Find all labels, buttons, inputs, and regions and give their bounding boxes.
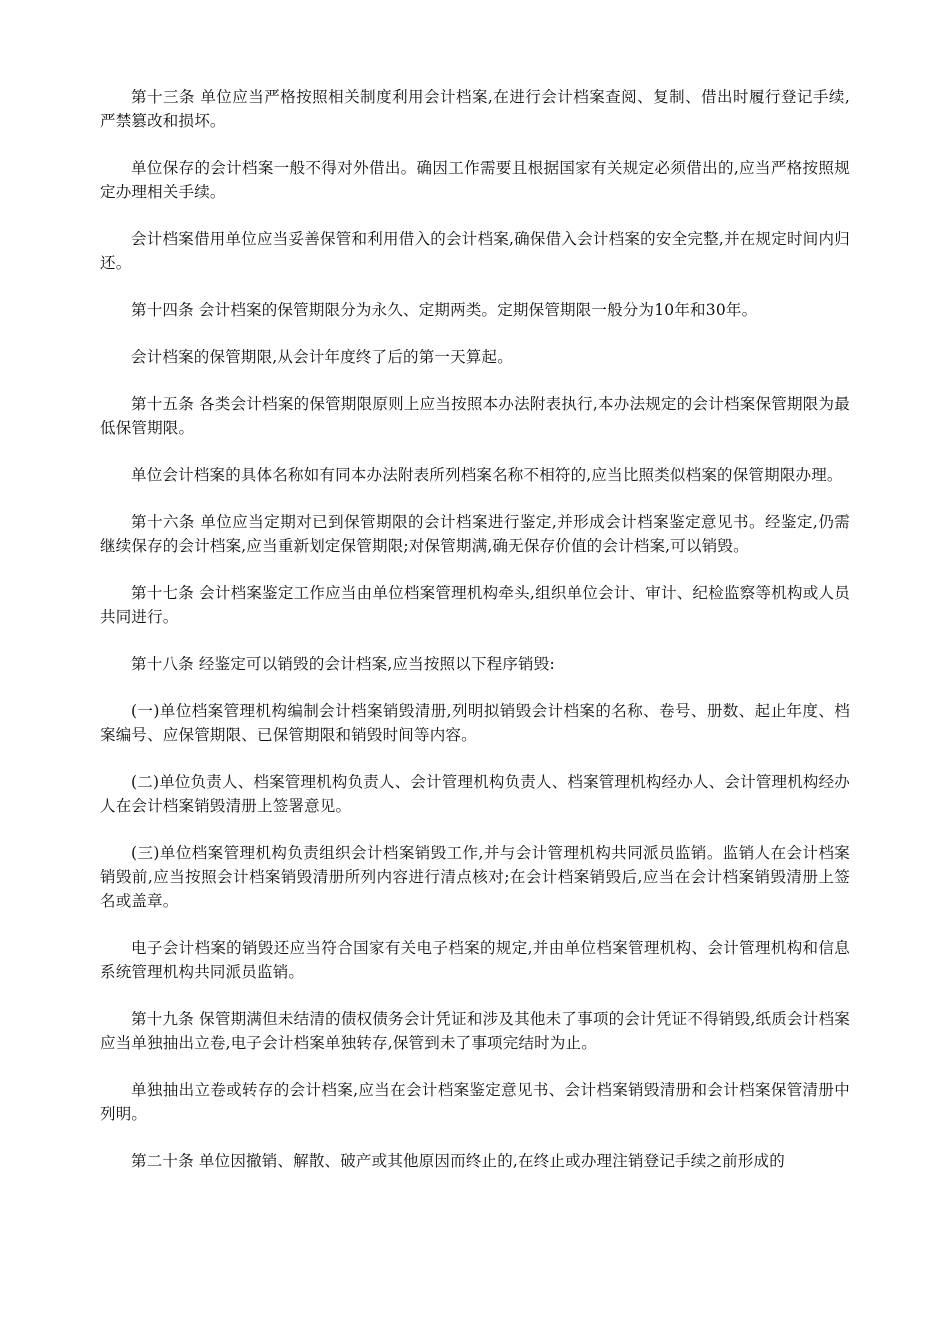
document-page	[100, 85, 850, 1196]
article-20-paragraph: 第二十条 单位因撤销、解散、破产或其他原因而终止的,在终止或办理注销登记手续之前形成的	[131, 1152, 785, 1170]
procedure-item-2: (二)单位负责人、档案管理机构负责人、会计管理机构负责人、档案管理机构经办人、会计管理机构经办人在会计档案销毁清册上签署意见。	[100, 773, 850, 815]
name-mismatch-paragraph: 单位会计档案的具体名称如有同本办法附表所列档案名称不相符的,应当比照类似档案的保管期限办理。	[131, 466, 843, 484]
article-19-paragraph: 第十九条 保管期满但未结清的债权债务会计凭证和涉及其他未了事项的会计凭证不得销毁,纸质会计档案应当单独抽出立卷,电子会计档案单独转存,保管到未了事项完结时为止。	[100, 1010, 850, 1052]
borrower-duty-paragraph: 会计档案借用单位应当妥善保管和利用借入的会计档案,确保借入会计档案的安全完整,并在规定时间内归还。	[100, 230, 850, 272]
electronic-destruction-paragraph: 电子会计档案的销毁还应当符合国家有关电子档案的规定,并由单位档案管理机构、会计管理机构和信息系统管理机构共同派员监销。	[100, 939, 850, 981]
lending-restriction-paragraph: 单位保存的会计档案一般不得对外借出。确因工作需要且根据国家有关规定必须借出的,应当严格按照规定办理相关手续。	[100, 159, 850, 201]
procedure-item-3: (三)单位档案管理机构负责组织会计档案销毁工作,并与会计管理机构共同派员监销。监销人在会计档案销毁前,应当按照会计档案销毁清册所列内容进行清点核对;在会计档案销毁后,应当在会计档案销毁清册上签名或盖章。	[100, 844, 850, 910]
article-16-paragraph: 第十六条 单位应当定期对已到保管期限的会计档案进行鉴定,并形成会计档案鉴定意见书。经鉴定,仍需继续保存的会计档案,应当重新划定保管期限;对保管期满,确无保存价值的会计档案,可以销毁。	[100, 513, 850, 555]
article-14-paragraph: 第十四条 会计档案的保管期限分为永久、定期两类。定期保管期限一般分为10年和30年。	[131, 301, 758, 319]
retention-start-paragraph: 会计档案的保管期限,从会计年度终了后的第一天算起。	[131, 348, 513, 366]
article-13-paragraph: 第十三条 单位应当严格按照相关制度利用会计档案,在进行会计档案查阅、复制、借出时履行登记手续,严禁篡改和损坏。	[100, 88, 850, 130]
article-17-paragraph: 第十七条 会计档案鉴定工作应当由单位档案管理机构牵头,组织单位会计、审计、纪检监察等机构或人员共同进行。	[100, 584, 850, 626]
article-18-paragraph: 第十八条 经鉴定可以销毁的会计档案,应当按照以下程序销毁:	[131, 655, 555, 673]
separate-filing-paragraph: 单独抽出立卷或转存的会计档案,应当在会计档案鉴定意见书、会计档案销毁清册和会计档案保管清册中列明。	[100, 1081, 850, 1123]
article-15-paragraph: 第十五条 各类会计档案的保管期限原则上应当按照本办法附表执行,本办法规定的会计档案保管期限为最低保管期限。	[100, 395, 850, 437]
procedure-item-1: (一)单位档案管理机构编制会计档案销毁清册,列明拟销毁会计档案的名称、卷号、册数、起止年度、档案编号、应保管期限、已保管期限和销毁时间等内容。	[100, 702, 850, 744]
